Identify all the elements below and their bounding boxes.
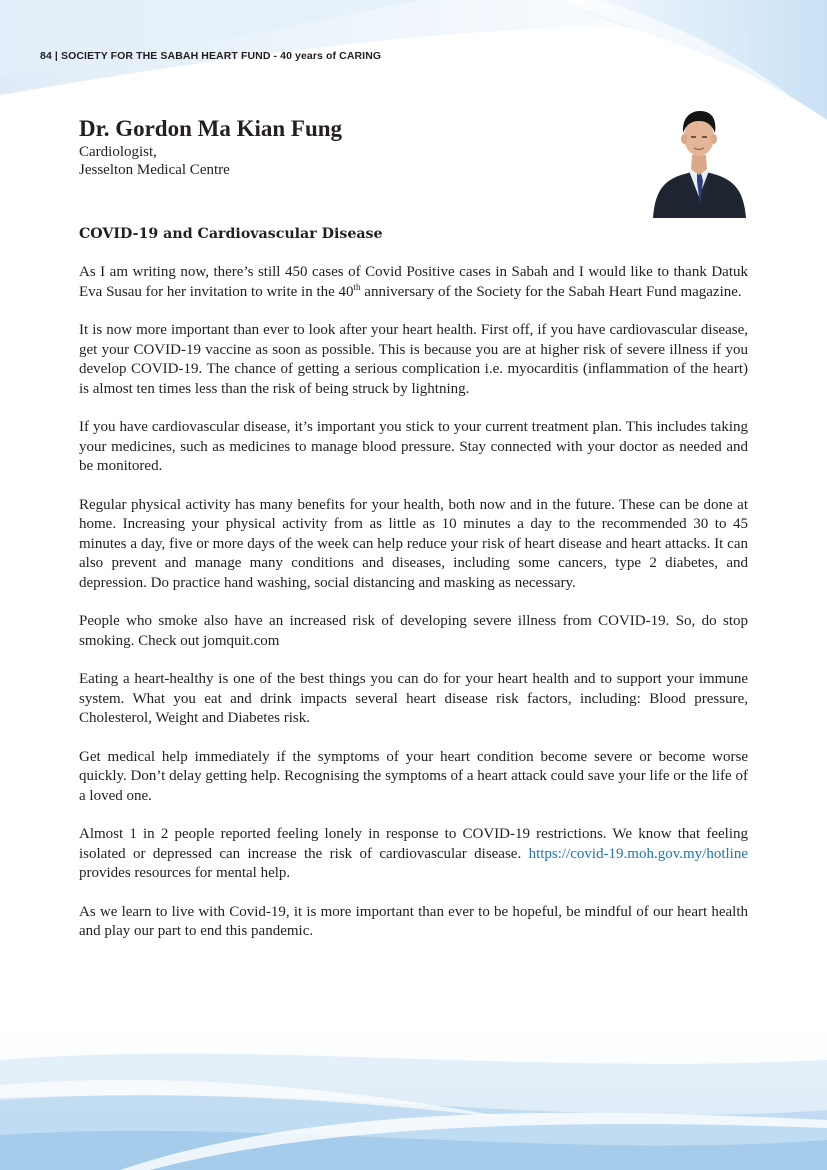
header-separator: | xyxy=(54,50,58,62)
paragraph-7: Get medical help immediately if the symptoms of your heart condition become severe or become worse quickly. Don’t delay getting help. Recognising the symptoms of a heart attack could save your life or the life of a loved one. xyxy=(79,748,748,804)
author-block xyxy=(79,115,342,179)
paragraph-1: As I am writing now, there’s still 450 cases of Covid Positive cases in Sabah and I would like to thank Datuk Eva Susau for her invitation to write in the 40th anniversary of the Society for the Sabah Heart Fund magazine. xyxy=(79,264,748,300)
hotline-link[interactable]: https://covid-19.moh.gov.my/hotline xyxy=(528,845,748,862)
paragraph-5: People who smoke also have an increased risk of developing severe illness from COVID-19. So, do stop smoking. Check out jomquit.com xyxy=(79,613,748,649)
paragraph-6: Eating a heart-healthy is one of the best things you can do for your heart health and to support your immune system. What you eat and drink impacts several heart disease risk factors, including: Blood pressure, Cholesterol, Weight and Diabetes risk. xyxy=(79,671,748,726)
author-affiliation: Jesselton Medical Centre xyxy=(79,162,230,178)
paragraph-8: Almost 1 in 2 people reported feeling lonely in response to COVID-19 restrictions. We know that feeling isolated or depressed can increase the risk of cardiovascular disease. https://covid-19.moh.gov.my/hotline provides resources for mental help. xyxy=(79,826,748,881)
running-header xyxy=(40,50,381,62)
paragraph-4: Regular physical activity has many benefits for your health, both now and in the future. These can be done at home. Increasing your physical activity from as little as 10 minutes a day to the recommended 30 to 45 minutes a day, five or more days of the week can help reduce your risk of heart disease and heart attacks. It can also prevent and manage many conditions and diseases, including some cancers, type 2 diabetes, and depression. Do practice hand washing, social distancing and masking as necessary. xyxy=(79,496,748,591)
article-body xyxy=(79,263,748,961)
paragraph-9: As we learn to live with Covid-19, it is more important than ever to be hopeful, be mindful of our heart health and play our part to end this pandemic. xyxy=(79,903,748,939)
article-heading: COVID-19 and Cardiovascular Disease xyxy=(79,226,383,242)
author-title: Cardiologist, xyxy=(79,144,157,160)
page-number: 84 xyxy=(40,50,52,62)
author-name: Dr. Gordon Ma Kian Fung xyxy=(79,116,343,141)
author-photo xyxy=(651,97,748,218)
publication-title: SOCIETY FOR THE SABAH HEART FUND - 40 years of CARING xyxy=(61,50,382,62)
paragraph-3: If you have cardiovascular disease, it’s important you stick to your current treatment plan. This includes taking your medicines, such as medicines to manage blood pressure. Stay connected with your doctor as needed and be monitored. xyxy=(79,419,748,474)
paragraph-2: It is now more important than ever to look after your heart health. First off, if you have cardiovascular disease, get your COVID-19 vaccine as soon as possible. This is because you are at higher risk of severe illness if you develop COVID-19. The chance of getting a serious complication i.e. myocarditis (inflammation of the heart) is almost ten times less than the risk of being struck by lightning. xyxy=(79,322,748,397)
ordinal-superscript: th xyxy=(353,281,361,292)
